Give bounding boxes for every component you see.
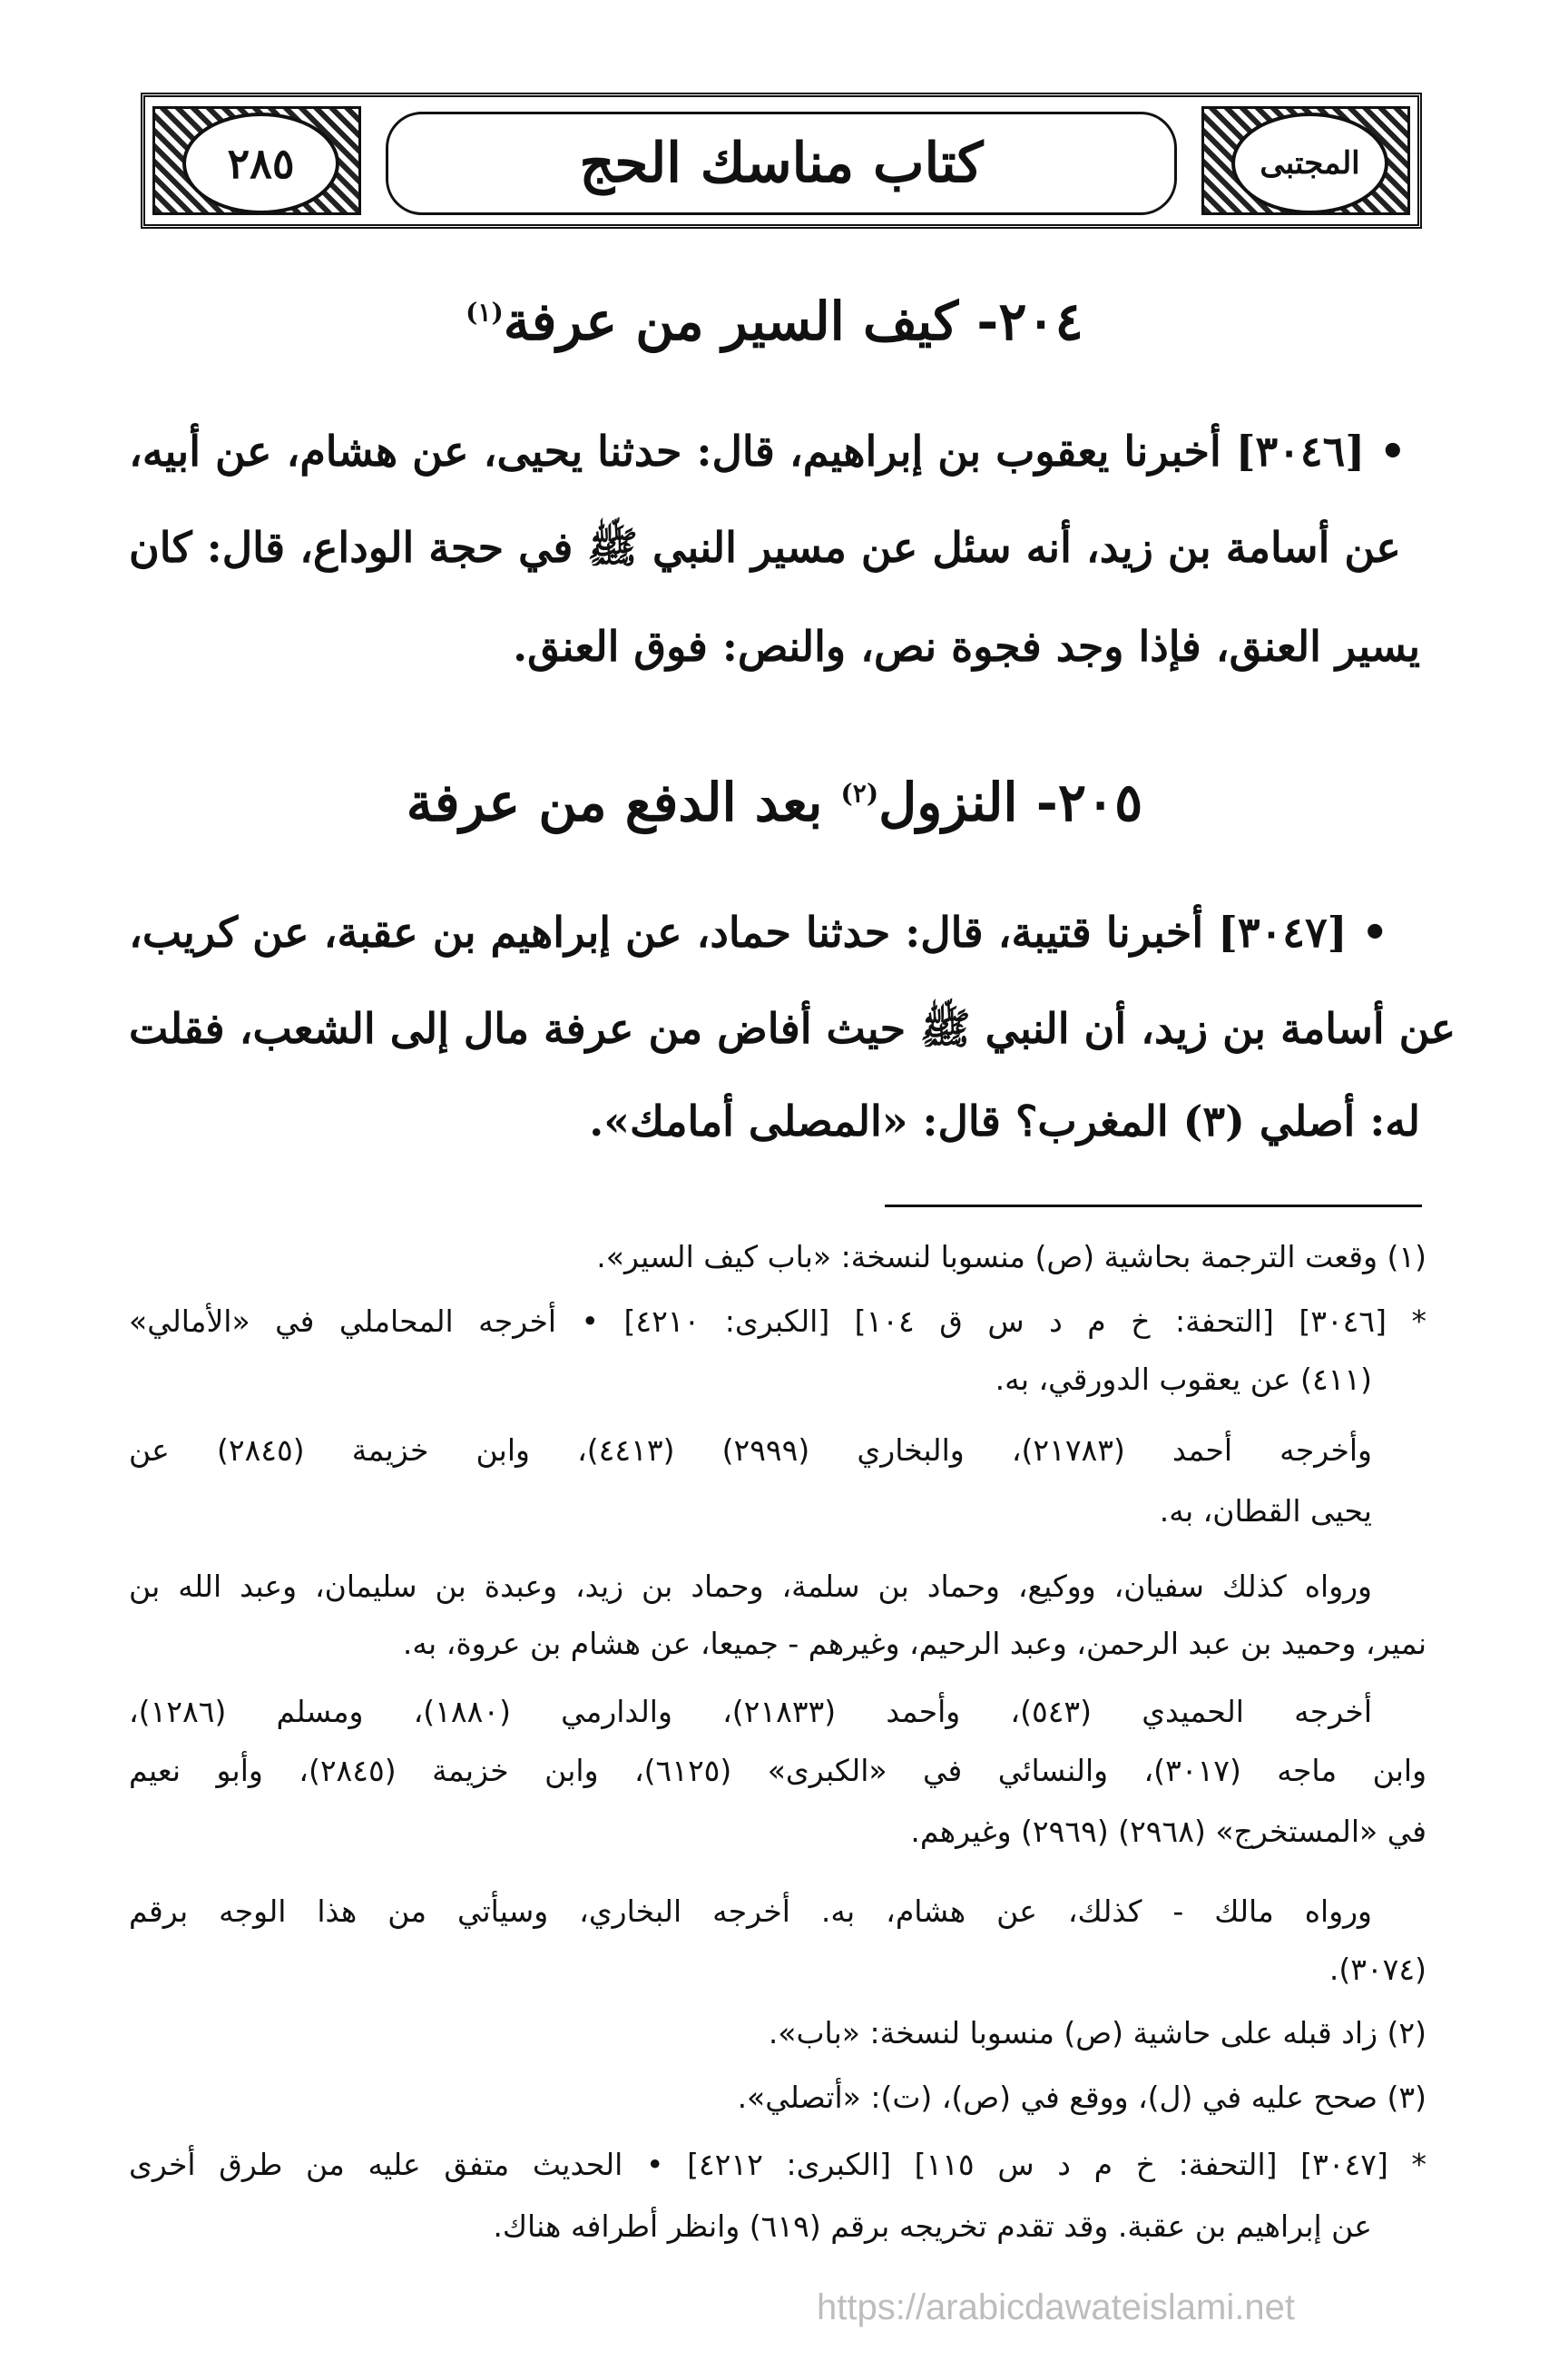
footnote-line: نمير، وحميد بن عبد الرحمن، وعبد الرحيم، وغيرهم - جميعا، عن هشام بن عروة، به. (402, 1626, 1426, 1661)
watermark-url: https://arabicdawateislami.net (817, 2287, 1295, 2327)
hadith-3046-line: يسير العنق، فإذا وجد فجوة نص، والنص: فوق العنق. (513, 622, 1420, 671)
footnote-line: وأخرجه أحمد (٢١٧٨٣)، والبخاري (٢٩٩٩) (٤٤١٣)، وابن خزيمة (٢٨٤٥) عن (129, 1432, 1372, 1468)
footnote-line: أخرجه الحميدي (٥٤٣)، وأحمد (٢١٨٣٣)، والدارمي (١٨٨٠)، ومسلم (١٢٨٦)، (129, 1694, 1372, 1729)
footnote-line: (١) وقعت الترجمة بحاشية (ص) منسوبا لنسخة: «باب كيف السير». (596, 1239, 1426, 1274)
footnote-ref: (٢) (840, 778, 879, 809)
footnote-line: (٤١١) عن يعقوب الدورقي، به. (995, 1362, 1372, 1397)
book-section-title: كتاب مناسك الحج (386, 112, 1177, 215)
footnote-line: (٣٠٧٤). (1328, 1952, 1426, 1987)
footnote-ref: (١) (466, 297, 504, 328)
footnote-separator (885, 1205, 1422, 1207)
chapter-title: بعد الدفع من عرفة (406, 772, 823, 833)
footnote-line: ورواه كذلك سفيان، ووكيع، وحماد بن سلمة، وحماد بن زيد، وعبدة بن سليمان، وعبد الله بن (129, 1569, 1372, 1604)
ornament-right (1201, 106, 1410, 215)
footnote-line: * [٣٠٤٧] [التحفة: خ م د س ١١٥] [الكبرى: ٤٢١٢] • الحديث متفق عليه من طرق أخرى (129, 2147, 1426, 2182)
footnote-line: في «المستخرج» (٢٩٦٨) (٢٩٦٩) وغيرهم. (910, 1814, 1426, 1849)
chapter-title: ٢٠٥- النزول (878, 772, 1143, 833)
hadith-3047-line: عن أسامة بن زيد، أن النبي ﷺ حيث أفاض من عرفة مال إلى الشعب، فقلت (129, 1004, 1456, 1053)
footnote-line: وابن ماجه (٣٠١٧)، والنسائي في «الكبرى» (٦١٢٥)، وابن خزيمة (٢٨٤٥)، وأبو نعيم (129, 1753, 1427, 1788)
chapter-heading-204 (0, 290, 1549, 352)
page-header-frame (141, 93, 1422, 229)
footnote-line: (٢) زاد قبله على حاشية (ص) منسوبا لنسخة: «باب». (768, 2015, 1426, 2051)
hadith-3046-line: • [٣٠٤٦] أخبرنا يعقوب بن إبراهيم، قال: حدثنا يحيى، عن هشام، عن أبيه، (129, 427, 1407, 476)
hadith-3046-line: عن أسامة بن زيد، أنه سئل عن مسير النبي ﷺ في حجة الوداع، قال: كان (129, 523, 1401, 572)
footnote-line: (٣) صحح عليه في (ل)، ووقع في (ص)، (ت): «أتصلي». (737, 2080, 1426, 2115)
book-logo: المجتبى (1231, 113, 1388, 214)
chapter-title: ٢٠٤- كيف السير من عرفة (503, 290, 1083, 352)
page-number: ٢٨٥ (182, 113, 339, 214)
footnote-line: عن إبراهيم بن عقبة. وقد تقدم تخريجه برقم (٦١٩) وانظر أطرافه هناك. (493, 2208, 1372, 2244)
footnote-line: * [٣٠٤٦] [التحفة: خ م د س ق ١٠٤] [الكبرى: ٤٢١٠] • أخرجه المحاملي في «الأمالي» (129, 1303, 1426, 1339)
ornament-left (152, 106, 361, 215)
hadith-3047-line: له: أصلي (٣) المغرب؟ قال: «المصلى أمامك». (589, 1097, 1420, 1146)
footnote-line: يحيى القطان، به. (1159, 1493, 1372, 1529)
chapter-heading-205 (0, 772, 1549, 833)
footnote-line: ورواه مالك - كذلك، عن هشام، به. أخرجه البخاري، وسيأتي من هذا الوجه برقم (129, 1893, 1372, 1929)
hadith-3047-line: • [٣٠٤٧] أخبرنا قتيبة، قال: حدثنا حماد، عن إبراهيم بن عقبة، عن كريب، (129, 908, 1388, 957)
